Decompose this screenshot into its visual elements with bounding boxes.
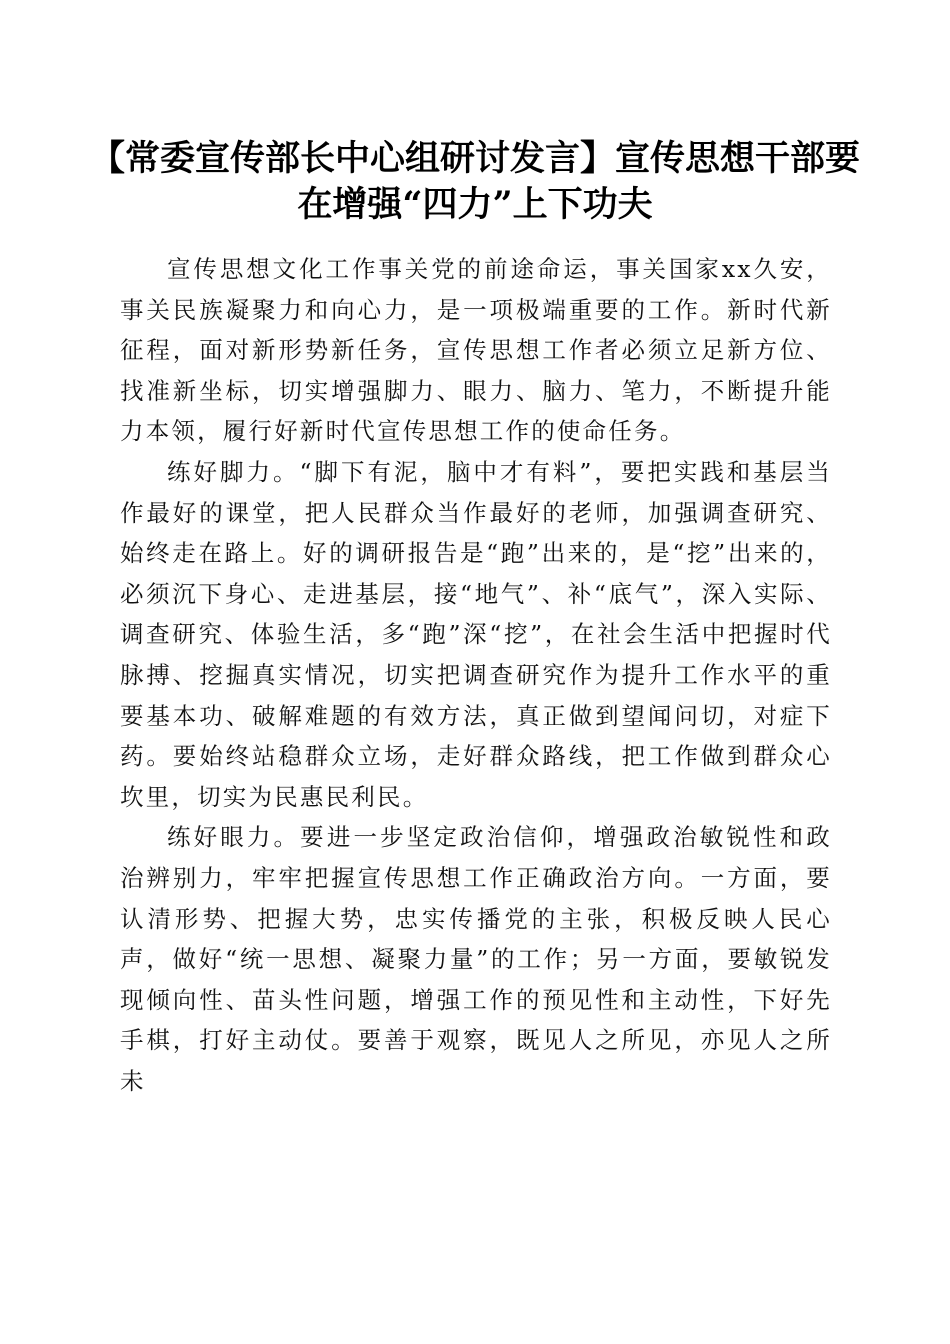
paragraph-intro: 宣传思想文化工作事关党的前途命运，事关国家xx久安，事关民族凝聚力和向心力，是一项极端重要的工作。新时代新征程，面对新形势新任务，宣传思想工作者必须立足新方位、找准新坐标，切实增强脚力、眼力、脑力、笔力，不断提升能力本领，履行好新时代宣传思想工作的使命任务。	[120, 255, 832, 446]
document-title: 【常委宣传部长中心组研讨发言】宣传思想干部要在增强“四力”上下功夫	[89, 138, 860, 225]
document-body	[120, 249, 832, 1101]
paragraph-eyesight: 练好眼力。要进一步坚定政治信仰，增强政治敏锐性和政治辨别力，牢牢把握宣传思想工作正确政治方向。一方面，要认清形势、把握大势，忠实传播党的主张，积极反映人民心声，做好“统一思想、凝聚力量”的工作；另一方面，要敏锐发现倾向性、苗头性问题，增强工作的预见性和主动性，下好先手棋，打好主动仗。要善于观察，既见人之所见，亦见人之所未	[120, 823, 832, 1095]
paragraph-footwork: 练好脚力。“脚下有泥，脑中才有料”，要把实践和基层当作最好的课堂，把人民群众当作最好的老师，加强调查研究、始终走在路上。好的调研报告是“跑”出来的，是“挖”出来的，必须沉下身心、走进基层，接“地气”、补“底气”，深入实际、调查研究、体验生活，多“跑”深“挖”，在社会生活中把握时代脉搏、挖掘真实情况，切实把调查研究作为提升工作水平的重要基本功、破解难题的有效方法，真正做到望闻问切，对症下药。要始终站稳群众立场，走好群众路线，把工作做到群众心坎里，切实为民惠民利民。	[120, 457, 832, 811]
